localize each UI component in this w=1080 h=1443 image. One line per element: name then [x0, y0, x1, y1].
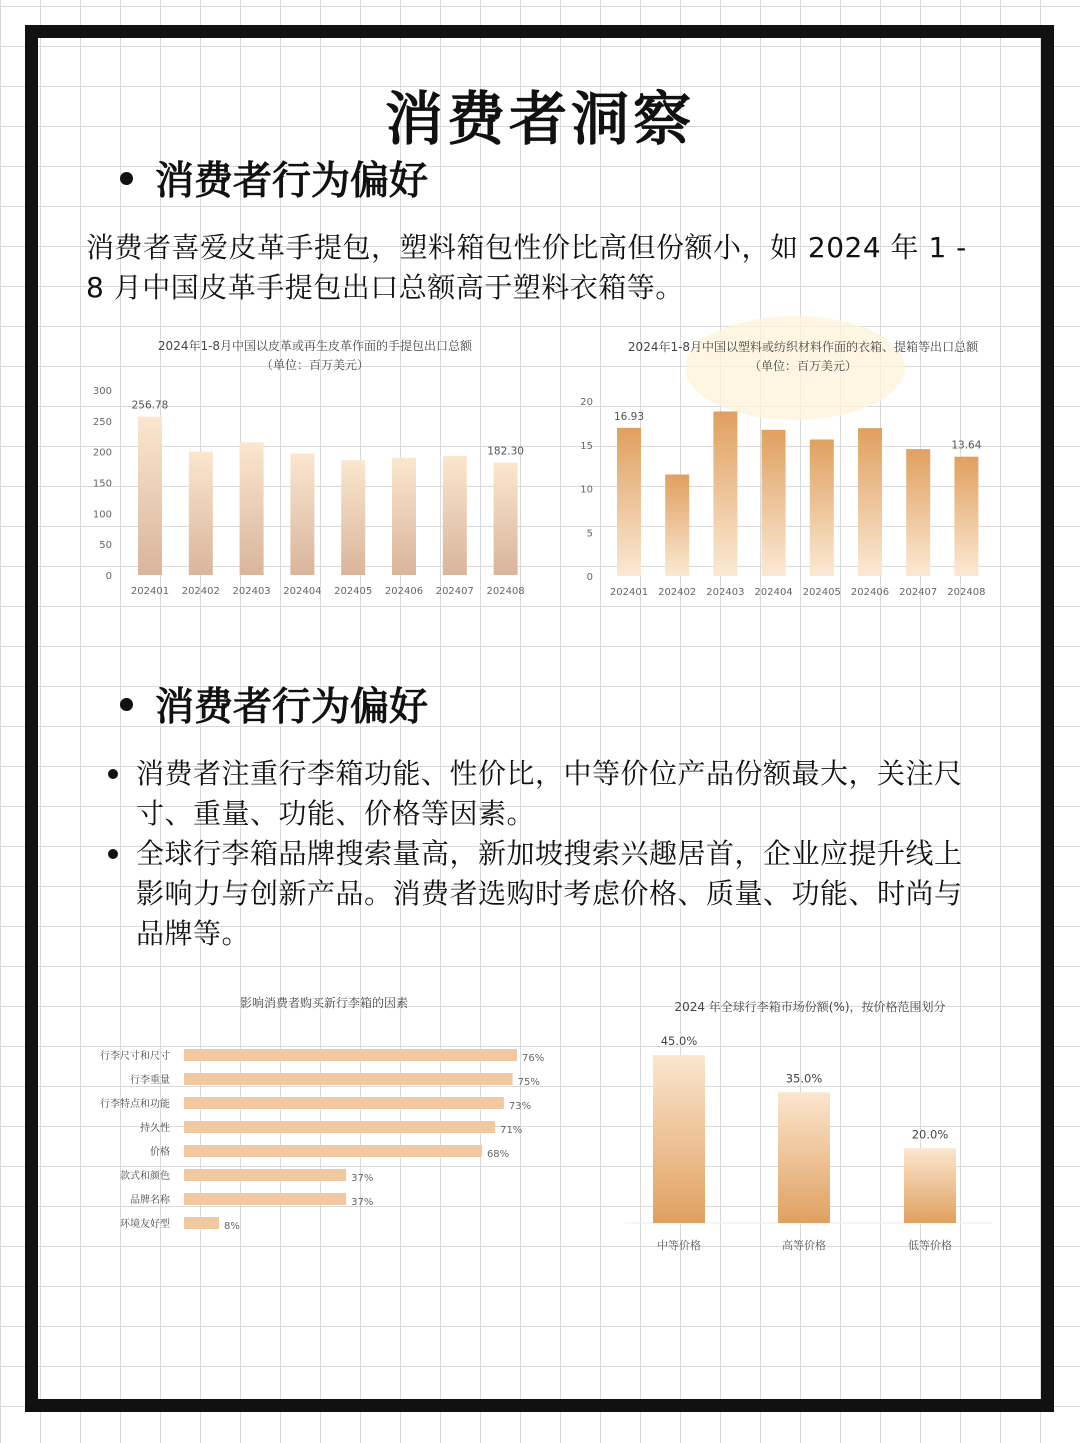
y-tick-label: 5: [586, 528, 593, 540]
x-tick-label: 202404: [754, 587, 793, 598]
hbar-行李特点和功能: [184, 1097, 504, 1109]
y-tick-label: 150: [92, 478, 112, 490]
bar-202401: [138, 417, 162, 575]
bullet-dot: [120, 698, 133, 711]
bullet-dot: [108, 769, 118, 779]
category-label: 持久性: [140, 1123, 170, 1134]
section-heading-2-text: 消费者行为偏好: [155, 685, 429, 730]
bar-202403: [713, 412, 737, 577]
x-tick-label: 202404: [283, 586, 322, 597]
purchase-factors-chart: [80, 985, 580, 1245]
chart1-subtitle: （单位：百万美元）: [260, 358, 370, 372]
x-tick-label: 202402: [658, 587, 697, 598]
bar-202406: [392, 458, 416, 575]
category-label: 价格: [150, 1147, 170, 1158]
hbar-环境友好型: [184, 1217, 219, 1229]
category-label: 行李特点和功能: [100, 1099, 170, 1110]
y-tick-label: 0: [105, 571, 112, 582]
category-label: 款式和颜色: [120, 1171, 170, 1182]
bar-202407: [443, 456, 467, 575]
category-label: 行李重量: [130, 1075, 170, 1086]
x-tick-label: 202401: [130, 586, 170, 597]
bar-高等价格: [778, 1092, 830, 1223]
category-label: 行李尺寸和尺寸: [100, 1051, 170, 1062]
list-item: [104, 834, 984, 954]
x-tick-label: 202405: [802, 587, 841, 598]
data-label: 256.78: [131, 399, 169, 412]
bar-低等价格: [904, 1148, 956, 1223]
bar-202401: [617, 428, 641, 576]
bullet-text: 消费者注重行李箱功能、性价比，中等价位产品份额最大，关注尺寸、重量、功能、价格等因素。: [136, 757, 963, 830]
section-heading-1-text: 消费者行为偏好: [155, 159, 429, 204]
data-label: 13.64: [951, 439, 982, 452]
y-tick-label: 200: [92, 447, 112, 459]
data-label: 182.30: [487, 445, 524, 458]
y-tick-label: 100: [92, 509, 112, 521]
bullet-dot: [108, 849, 118, 859]
chart3-title: 影响消费者购买新行李箱的因素: [239, 996, 409, 1010]
bar-202402: [665, 475, 689, 577]
data-label: 68%: [486, 1149, 510, 1160]
x-tick-label: 高等价格: [782, 1239, 826, 1252]
hbar-行李重量: [184, 1073, 513, 1085]
x-tick-label: 202406: [384, 586, 424, 597]
data-label: 45.0%: [660, 1034, 698, 1048]
x-tick-label: 202401: [609, 587, 649, 598]
y-tick-label: 50: [99, 540, 112, 552]
bar-202408: [954, 457, 978, 576]
x-tick-label: 中等价格: [657, 1239, 701, 1252]
bar-202405: [341, 460, 365, 575]
chart1-title: 2024年1-8月中国以皮革或再生皮革作面的手提包出口总额: [157, 339, 473, 353]
data-label: 76%: [522, 1053, 545, 1064]
bar-中等价格: [653, 1055, 705, 1223]
hbar-款式和颜色: [184, 1169, 346, 1181]
leather-handbag-export-chart: [80, 330, 550, 610]
data-label: 35.0%: [785, 1071, 823, 1086]
x-tick-label: 202406: [850, 587, 890, 598]
y-tick-label: 0: [586, 572, 593, 583]
x-tick-label: 202402: [181, 586, 220, 597]
category-label: 品牌名称: [130, 1195, 170, 1206]
hbar-持久性: [184, 1121, 495, 1133]
bar-202402: [189, 452, 213, 575]
intro-paragraph: 消费者喜爱皮革手提包，塑料箱包性价比高但份额小，如 2024 年 1 - 8 月中国皮革手提包出口总额高于塑料衣箱等。: [86, 231, 967, 304]
y-tick-label: 15: [580, 440, 593, 452]
list-item: [104, 754, 984, 834]
x-tick-label: 低等价格: [908, 1239, 952, 1252]
bar-202405: [810, 440, 834, 577]
hbar-品牌名称: [184, 1193, 346, 1205]
x-tick-label: 202403: [706, 587, 745, 598]
data-label: 8%: [224, 1221, 240, 1232]
x-tick-label: 202408: [486, 586, 525, 597]
bar-202406: [858, 428, 882, 576]
category-label: 环境友好型: [120, 1219, 170, 1230]
bar-202404: [290, 454, 314, 575]
market-share-chart: [620, 985, 1000, 1265]
y-tick-label: 300: [92, 386, 112, 397]
bar-202403: [240, 442, 264, 575]
bullet-text: 全球行李箱品牌搜索量高，新加坡搜索兴趣居首，企业应提升线上影响力与创新产品。消费者选购时考虑价格、质量、功能、时尚与品牌等。: [136, 837, 963, 950]
y-tick-label: 10: [580, 484, 593, 496]
data-label: 16.93: [613, 410, 645, 423]
chart2-subtitle: （单位：百万美元）: [748, 359, 858, 373]
hbar-行李尺寸和尺寸: [184, 1049, 517, 1061]
x-tick-label: 202405: [334, 586, 373, 597]
bar-202408: [494, 463, 518, 575]
x-tick-label: 202407: [435, 586, 474, 597]
y-tick-label: 250: [92, 416, 112, 428]
hbar-价格: [184, 1145, 482, 1157]
x-tick-label: 202408: [947, 587, 986, 598]
plastic-case-export-chart: [570, 330, 1000, 610]
section-heading-1: [120, 150, 428, 206]
page-title: 消费者洞察: [384, 85, 695, 153]
x-tick-label: 202403: [232, 586, 271, 597]
insight-bullets: [104, 754, 984, 954]
y-tick-label: 20: [580, 397, 593, 408]
section-heading-2: [120, 676, 428, 732]
chart2-title: 2024年1-8月中国以塑料或纺织材料作面的衣箱、提箱等出口总额: [627, 340, 979, 354]
bar-202404: [762, 430, 786, 576]
bar-202407: [906, 449, 930, 576]
x-tick-label: 202407: [899, 587, 938, 598]
bullet-dot: [120, 172, 133, 185]
data-label: 20.0%: [911, 1127, 949, 1142]
chart4-title: 2024 年全球行李箱市场份额(%)，按价格范围划分: [674, 1000, 946, 1014]
data-label: 37%: [351, 1197, 374, 1208]
data-label: 73%: [508, 1101, 532, 1112]
data-label: 37%: [351, 1173, 374, 1184]
data-label: 75%: [517, 1077, 540, 1088]
data-label: 71%: [500, 1125, 523, 1136]
